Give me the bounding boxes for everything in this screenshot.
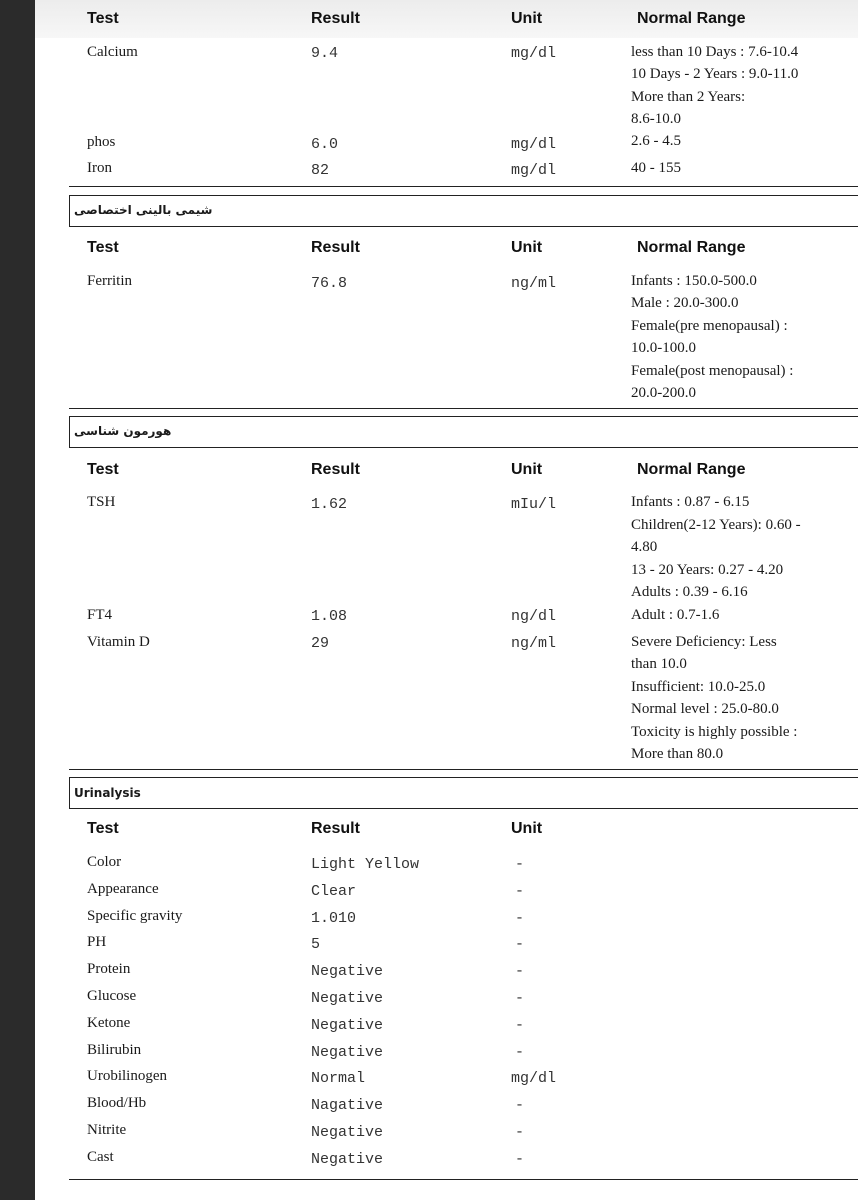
test-unit: - xyxy=(515,1124,525,1141)
test-name: FT4 xyxy=(87,607,113,623)
test-name: Urobilinogen xyxy=(87,1068,167,1084)
test-result: 76.8 xyxy=(311,275,348,292)
normal-range-line: Children(2-12 Years): 0.60 - xyxy=(631,517,801,533)
test-unit: - xyxy=(515,936,525,953)
test-unit: - xyxy=(515,963,525,980)
normal-range-line: 13 - 20 Years: 0.27 - 4.20 xyxy=(631,562,784,578)
section-title-box xyxy=(69,416,858,448)
section-title: هورمون شناسی xyxy=(74,424,172,438)
normal-range-line: Female(post menopausal) : xyxy=(631,363,794,379)
test-result: Clear xyxy=(311,883,357,900)
viewer-sidebar xyxy=(0,0,35,1200)
test-result: 9.4 xyxy=(311,45,339,62)
header-unit: Unit xyxy=(511,10,543,27)
section-divider xyxy=(69,186,858,187)
test-unit: - xyxy=(515,1044,525,1061)
test-result: 29 xyxy=(311,635,330,652)
normal-range-line: than 10.0 xyxy=(631,656,687,672)
test-result: Light Yellow xyxy=(311,856,420,873)
header-test: Test xyxy=(87,10,119,27)
test-unit: - xyxy=(515,1151,525,1168)
test-name: Cast xyxy=(87,1149,114,1165)
test-name: Blood/Hb xyxy=(87,1095,147,1111)
test-unit: - xyxy=(515,1097,525,1114)
test-unit: - xyxy=(515,883,525,900)
normal-range-line: Infants : 150.0-500.0 xyxy=(631,273,757,289)
test-result: Negative xyxy=(311,1124,384,1141)
normal-range-line: Severe Deficiency: Less xyxy=(631,634,777,650)
test-result: Negative xyxy=(311,963,384,980)
test-unit: - xyxy=(515,1017,525,1034)
lab-report-page[interactable] xyxy=(35,0,858,1200)
test-unit: mg/dl xyxy=(511,1070,557,1087)
section-divider xyxy=(69,769,858,770)
test-name: Bilirubin xyxy=(87,1042,142,1058)
test-name: Ferritin xyxy=(87,273,132,289)
normal-range-line: 10.0-100.0 xyxy=(631,340,696,356)
normal-range-line: Adult : 0.7-1.6 xyxy=(631,607,720,623)
header-result: Result xyxy=(311,10,360,27)
test-name: Color xyxy=(87,854,122,870)
bottom-divider xyxy=(69,1179,858,1180)
test-name: Vitamin D xyxy=(87,634,150,650)
test-result: 5 xyxy=(311,936,321,953)
test-result: 1.08 xyxy=(311,608,348,625)
normal-range-line: 10 Days - 2 Years : 9.0-11.0 xyxy=(631,66,799,82)
test-unit: ng/dl xyxy=(511,608,557,625)
test-name: PH xyxy=(87,934,107,950)
test-unit: ng/ml xyxy=(511,635,557,652)
test-result: Negative xyxy=(311,1017,384,1034)
normal-range-line: 4.80 xyxy=(631,539,658,555)
test-name: Ketone xyxy=(87,1015,131,1031)
test-unit: - xyxy=(515,910,525,927)
test-name: Iron xyxy=(87,160,112,176)
normal-range-line: Adults : 0.39 - 6.16 xyxy=(631,584,748,600)
section-title-box xyxy=(69,195,858,227)
header-range: Normal Range xyxy=(637,239,746,256)
test-unit: mg/dl xyxy=(511,45,557,62)
header-unit: Unit xyxy=(511,239,543,256)
header-test: Test xyxy=(87,820,119,837)
header-test: Test xyxy=(87,461,119,478)
normal-range-line: Infants : 0.87 - 6.15 xyxy=(631,494,750,510)
normal-range-line: Normal level : 25.0-80.0 xyxy=(631,701,779,717)
test-name: Specific gravity xyxy=(87,908,183,924)
test-result: 1.010 xyxy=(311,910,357,927)
normal-range-line: Insufficient: 10.0-25.0 xyxy=(631,679,766,695)
header-test: Test xyxy=(87,239,119,256)
test-unit: ng/ml xyxy=(511,275,557,292)
test-result: 6.0 xyxy=(311,136,339,153)
test-result: 1.62 xyxy=(311,496,348,513)
test-unit: mIu/l xyxy=(511,496,557,513)
normal-range-line: More than 80.0 xyxy=(631,746,724,762)
normal-range-line: Toxicity is highly possible : xyxy=(631,724,798,740)
section-title: Urinalysis xyxy=(74,786,141,800)
normal-range-line: 8.6-10.0 xyxy=(631,111,681,127)
header-result: Result xyxy=(311,820,360,837)
test-result: Negative xyxy=(311,990,384,1007)
test-name: phos xyxy=(87,134,116,150)
test-unit: - xyxy=(515,990,525,1007)
test-name: Protein xyxy=(87,961,131,977)
test-unit: mg/dl xyxy=(511,162,557,179)
header-unit: Unit xyxy=(511,461,543,478)
test-result: Negative xyxy=(311,1151,384,1168)
test-result: 82 xyxy=(311,162,330,179)
normal-range-line: Female(pre menopausal) : xyxy=(631,318,788,334)
test-name: Glucose xyxy=(87,988,137,1004)
test-name: Appearance xyxy=(87,881,159,897)
normal-range-line: 20.0-200.0 xyxy=(631,385,696,401)
normal-range-line: More than 2 Years: xyxy=(631,89,746,105)
test-result: Negative xyxy=(311,1044,384,1061)
normal-range-line: 2.6 - 4.5 xyxy=(631,133,681,149)
test-name: TSH xyxy=(87,494,116,510)
normal-range-line: Male : 20.0-300.0 xyxy=(631,295,739,311)
test-name: Calcium xyxy=(87,44,138,60)
header-result: Result xyxy=(311,239,360,256)
test-unit: - xyxy=(515,856,525,873)
normal-range-line: 40 - 155 xyxy=(631,160,681,176)
section-divider xyxy=(69,408,858,409)
test-unit: mg/dl xyxy=(511,136,557,153)
header-range: Normal Range xyxy=(637,461,746,478)
section-title: شیمی بالینی اختصاصی xyxy=(74,203,213,217)
header-range: Normal Range xyxy=(637,10,746,27)
normal-range-line: less than 10 Days : 7.6-10.4 xyxy=(631,44,799,60)
header-result: Result xyxy=(311,461,360,478)
header-unit: Unit xyxy=(511,820,543,837)
test-result: Normal xyxy=(311,1070,366,1087)
test-result: Nagative xyxy=(311,1097,384,1114)
section-title-box xyxy=(69,777,858,809)
test-name: Nitrite xyxy=(87,1122,127,1138)
